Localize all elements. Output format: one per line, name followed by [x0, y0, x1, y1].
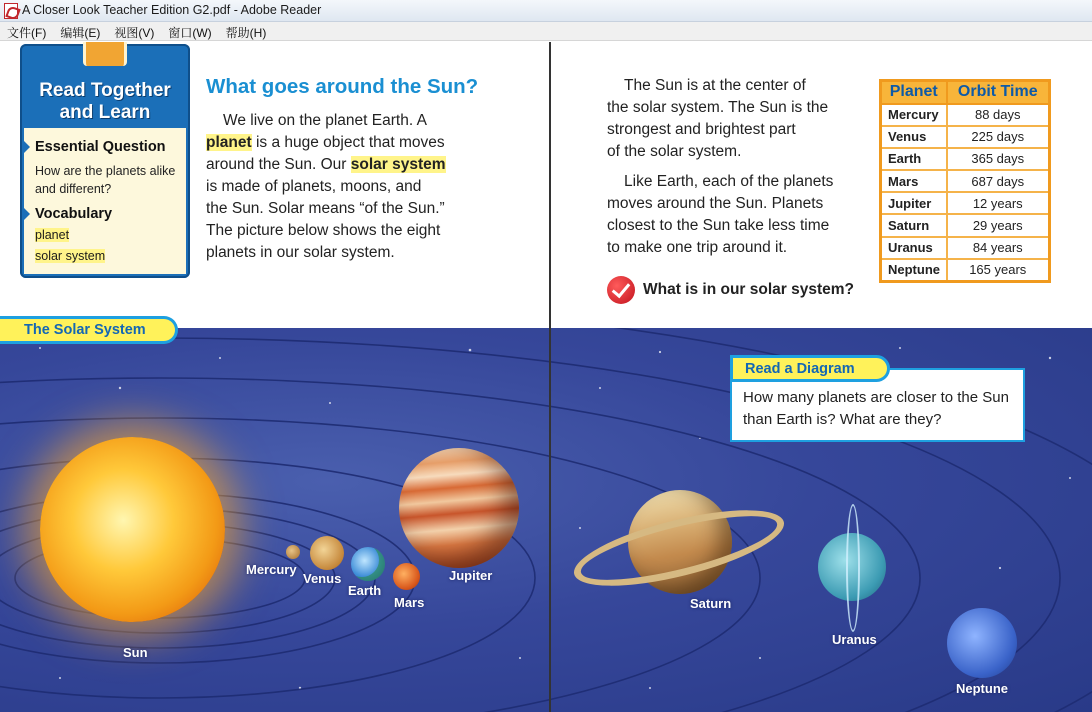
label-mercury: Mercury [246, 562, 297, 577]
menu-view[interactable]: 视图(V) [114, 26, 155, 40]
card-tab [83, 42, 127, 66]
cell-orbit: 225 days [947, 126, 1050, 148]
cell-planet: Uranus [881, 237, 947, 259]
cell-planet: Mars [881, 170, 947, 192]
cell-planet: Neptune [881, 259, 947, 281]
table-row [881, 170, 1050, 192]
cell-orbit: 29 years [947, 214, 1050, 236]
label-venus: Venus [303, 571, 342, 586]
earth-image [351, 547, 385, 581]
intro-line-6: The picture below shows the eight [206, 222, 441, 239]
pdf-icon [4, 3, 18, 19]
vocabulary-arrow-icon [24, 208, 30, 220]
banner-label: The Solar System [24, 322, 146, 338]
card-title-line2: and Learn [59, 102, 151, 123]
sun-line-2: the solar system. The Sun is the [607, 99, 829, 116]
orbit-line-4: to make one trip around it. [607, 239, 788, 256]
cell-orbit: 12 years [947, 192, 1050, 214]
menu-edit[interactable]: 编辑(E) [60, 26, 101, 40]
menu-file[interactable]: 文件(F) [7, 26, 47, 40]
check-question: What is in our solar system? [643, 281, 855, 298]
label-neptune: Neptune [956, 681, 1008, 696]
essential-question-heading: Essential Question [35, 139, 166, 155]
label-sun: Sun [123, 645, 148, 660]
table-row [881, 192, 1050, 214]
menu-window[interactable]: 窗口(W) [168, 26, 212, 40]
venus-image [310, 536, 344, 570]
page-heading: What goes around the Sun? [206, 75, 479, 98]
intro-line-2: is a huge object that moves [251, 134, 445, 151]
vocab-planet: planet [35, 228, 70, 242]
page-gutter [549, 42, 551, 712]
label-mars: Mars [394, 595, 425, 610]
essential-arrow-icon [24, 141, 30, 153]
mars-image [393, 563, 420, 590]
cell-planet: Jupiter [881, 192, 947, 214]
intro-line-7: planets in our solar system. [206, 244, 395, 261]
table-row [881, 237, 1050, 259]
cell-orbit: 165 years [947, 259, 1050, 281]
read-a-diagram-question: How many planets are closer to the Sun than Earth is? What are they? [743, 389, 1009, 428]
cell-orbit: 365 days [947, 148, 1050, 170]
read-together-card [20, 44, 190, 278]
card-body [24, 128, 186, 274]
cell-orbit: 88 days [947, 104, 1050, 126]
intro-line-3: around the Sun. Our [206, 156, 351, 173]
label-saturn: Saturn [690, 596, 732, 611]
table-header-planet: Planet [881, 81, 947, 104]
cell-planet: Saturn [881, 214, 947, 236]
orbit-paragraph [607, 171, 877, 259]
table-row [881, 148, 1050, 170]
intro-line-4: is made of planets, moons, and [206, 178, 422, 195]
mercury-image [286, 545, 300, 559]
uranus-ring [846, 504, 860, 632]
read-a-diagram-tab [730, 355, 890, 382]
menu-bar [0, 22, 1092, 41]
sun-line-4: of the solar system. [607, 143, 742, 160]
table-row [881, 259, 1050, 281]
orbit-line-2: moves around the Sun. Planets [607, 195, 824, 212]
vocab-solar-system: solar system [35, 249, 106, 263]
cell-planet: Earth [881, 148, 947, 170]
essential-question-text: How are the planets alike and different? [35, 164, 176, 196]
neptune-image [947, 608, 1017, 678]
sun-line-1: The Sun is at the center of [624, 77, 806, 94]
sun-paragraph [607, 75, 877, 163]
intro-paragraph [206, 110, 506, 264]
read-a-diagram-label: Read a Diagram [745, 361, 855, 377]
card-title-line1: Read Together [39, 80, 171, 101]
label-uranus: Uranus [832, 632, 877, 647]
label-earth: Earth [348, 583, 382, 598]
intro-line-5: the Sun. Solar means “of the Sun.” [206, 200, 445, 217]
cell-orbit: 687 days [947, 170, 1050, 192]
checkmark-icon [607, 276, 635, 304]
table-header-row [881, 81, 1050, 104]
orbit-time-table [879, 79, 1051, 283]
sun-image [40, 437, 225, 622]
table-row [881, 126, 1050, 148]
title-bar [0, 0, 1092, 22]
table-header-orbit: Orbit Time [947, 81, 1050, 104]
term-solar-system: solar system [350, 156, 446, 173]
intro-line-1: We live on the planet Earth. A [223, 112, 427, 129]
solar-system-banner [0, 316, 178, 344]
sun-line-3: strongest and brightest part [607, 121, 796, 138]
cell-planet: Mercury [881, 104, 947, 126]
term-planet: planet [206, 134, 252, 151]
window-title: A Closer Look Teacher Edition G2.pdf - Adobe Reader [22, 3, 322, 17]
menu-help[interactable]: 帮助(H) [225, 26, 267, 40]
orbit-line-1: Like Earth, each of the planets [624, 173, 834, 190]
table-row [881, 104, 1050, 126]
table-row [881, 214, 1050, 236]
label-jupiter: Jupiter [449, 568, 493, 583]
card-title [20, 80, 190, 124]
cell-planet: Venus [881, 126, 947, 148]
vocabulary-heading: Vocabulary [35, 206, 113, 222]
orbit-line-3: closest to the Sun take less time [607, 217, 830, 234]
document-page[interactable] [0, 42, 1092, 712]
cell-orbit: 84 years [947, 237, 1050, 259]
jupiter-image [399, 448, 519, 568]
